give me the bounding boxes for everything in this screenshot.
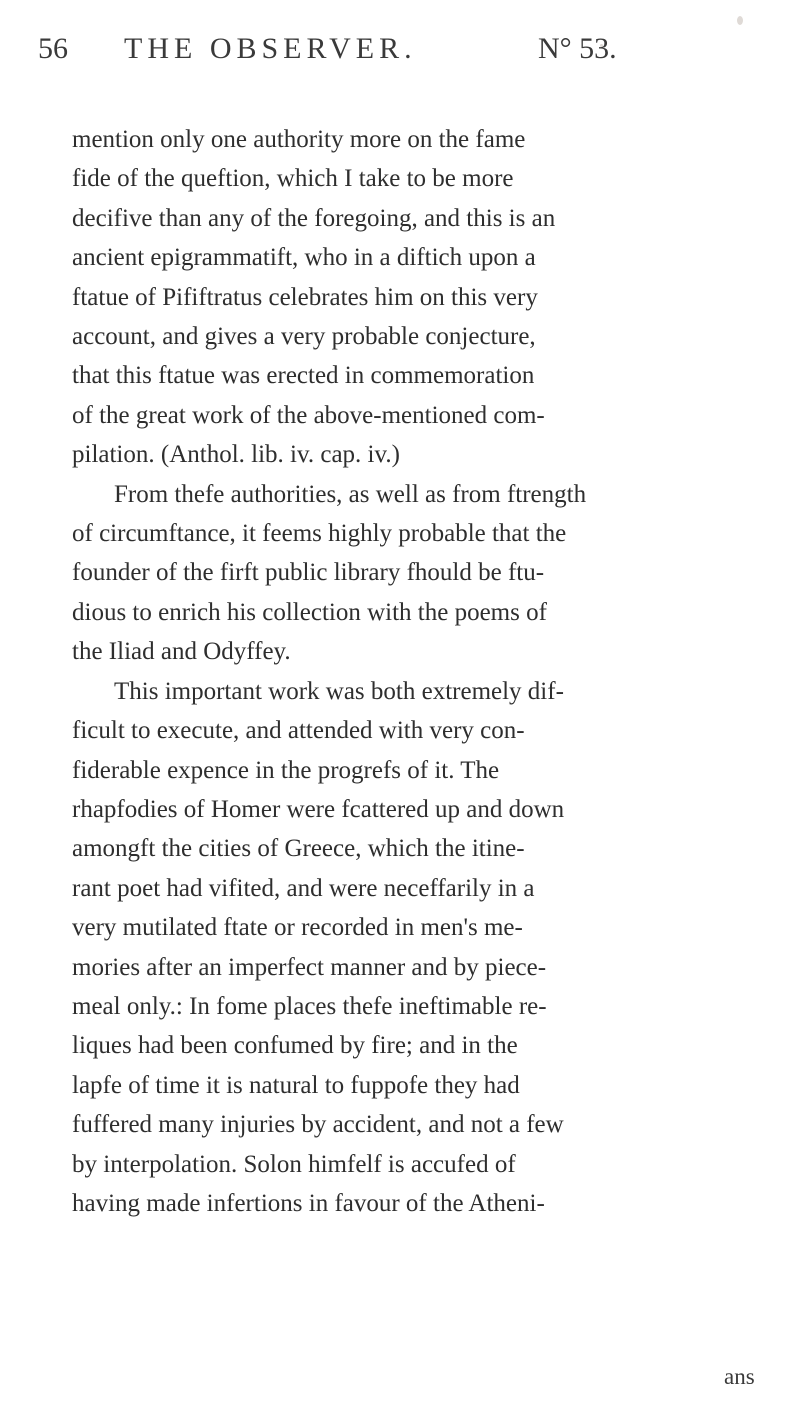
text-line: founder of the firft public library fhould be ftu- bbox=[72, 559, 545, 587]
paragraph-start-line: This important work was both extremely dif- bbox=[114, 677, 564, 705]
text-line: fide of the queftion, which I take to be more bbox=[72, 165, 514, 193]
text-line: meal only.: In fome places thefe ineftimable re- bbox=[72, 992, 547, 1020]
text-line: mention only one authority more on the fame bbox=[72, 126, 526, 153]
text-line: fiderable expence in the progrefs of it. The bbox=[72, 756, 500, 784]
text-line: of the great work of the above-mentioned com- bbox=[72, 401, 545, 429]
running-title: THE OBSERVER. bbox=[124, 32, 417, 65]
text-line: rhapfodies of Homer were fcattered up and down bbox=[72, 795, 565, 823]
text-line: very mutilated ftate or recorded in men's me- bbox=[72, 914, 523, 942]
text-line: amongft the cities of Greece, which the itine- bbox=[72, 835, 525, 863]
text-line: the Iliad and Odyffey. bbox=[72, 638, 291, 666]
text-line: rant poet had vifited, and were neceffarily in a bbox=[72, 874, 535, 902]
text-line: ftatue of Pififtratus celebrates him on this very bbox=[72, 283, 538, 311]
text-line: decifive than any of the foregoing, and this is an bbox=[72, 204, 556, 232]
page-header bbox=[38, 32, 778, 82]
body-text bbox=[72, 120, 772, 1223]
text-line: ancient epigrammatift, who in a diftich upon a bbox=[72, 244, 536, 272]
text-line: pilation. (Anthol. lib. iv. cap. iv.) bbox=[72, 441, 400, 469]
text-line: ficult to execute, and attended with very con- bbox=[72, 717, 525, 745]
text-line: mories after an imperfect manner and by piece- bbox=[72, 953, 547, 981]
catchword: ans bbox=[724, 1364, 755, 1389]
text-line: by interpolation. Solon himfelf is accufed of bbox=[72, 1150, 516, 1178]
text-line: account, and gives a very probable conjecture, bbox=[72, 323, 536, 351]
text-line: of circumftance, it feems highly probable that the bbox=[72, 520, 567, 548]
text-line: fuffered many injuries by accident, and not a few bbox=[72, 1111, 564, 1139]
paragraph-start-line: From thefe authorities, as well as from ftrength bbox=[114, 480, 587, 508]
page-number: 56 bbox=[38, 32, 68, 65]
text-line: lapfe of time it is natural to fuppofe they had bbox=[72, 1071, 520, 1099]
text-line: that this ftatue was erected in commemoration bbox=[72, 362, 535, 390]
text-line: liques had been confumed by fire; and in the bbox=[72, 1032, 518, 1060]
text-line: having made infertions in favour of the Atheni- bbox=[72, 1189, 545, 1217]
ink-smudge bbox=[737, 16, 743, 25]
issue-number: N° 53. bbox=[538, 32, 617, 65]
text-line: dious to enrich his collection with the poems of bbox=[72, 598, 547, 626]
